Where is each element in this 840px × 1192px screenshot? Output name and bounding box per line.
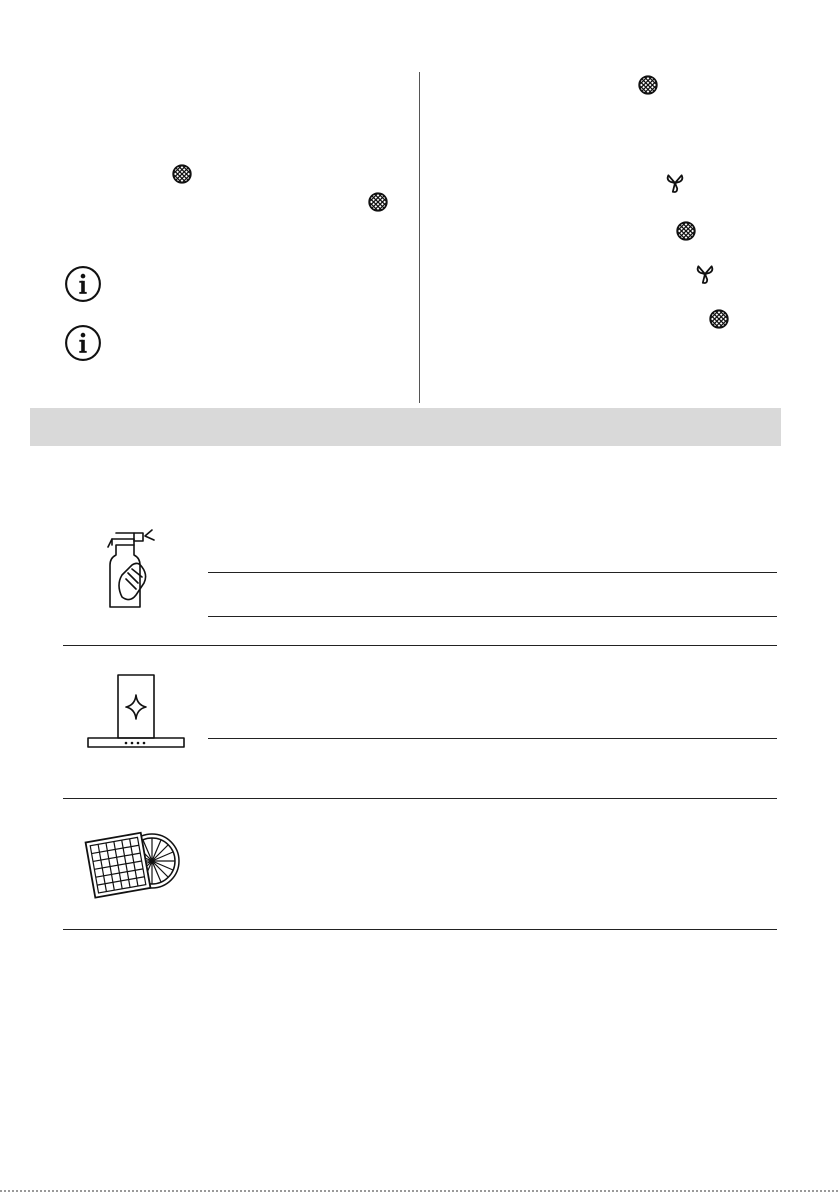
info-icon [64,324,102,362]
row-divider [208,616,777,617]
row-divider [63,929,777,930]
spray-cloth-icon [100,525,160,610]
filter-icon [367,191,389,213]
filter-icon [171,163,193,185]
filter-icon [708,308,730,330]
row-divider [63,645,777,646]
section-header-band [30,408,781,446]
row-divider [208,738,777,739]
hood-clean-icon [86,673,186,753]
filter-icon [675,220,697,242]
info-icon [64,265,102,303]
filter-icon [637,74,659,96]
row-divider [208,572,777,573]
fan-icon [694,263,716,285]
grease-carbon-filter-icon [84,823,184,903]
fan-icon [664,172,686,194]
row-divider [63,798,777,799]
column-divider [419,72,420,403]
